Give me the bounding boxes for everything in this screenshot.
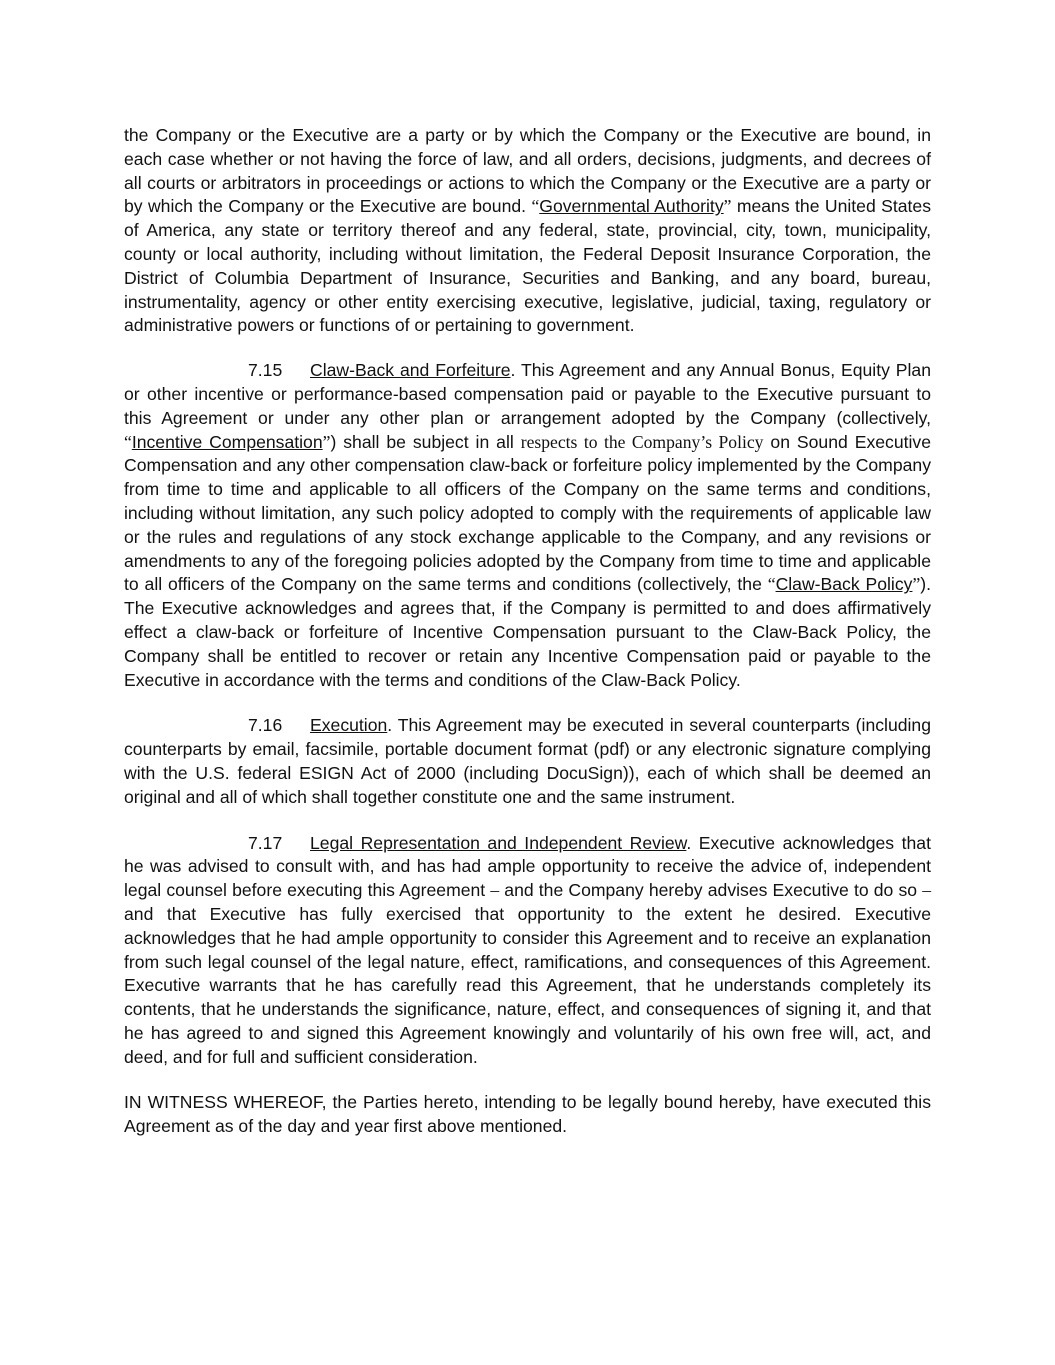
section-text-2: and the Company hereby advises Executive to do so bbox=[499, 880, 923, 901]
intro-text-2: means the United States of America, any state or territory thereof and any federal, state, provincial, city, town, municipality, county or local authority, including without limitation, the Federal Deposit Insurance Corporation, the District of Columbia Department of Insurance, Securities and Banking, and any board, bureau, instrumentality, agency or other entity exercising executive, legislative, judicial, taxing, regulatory or administrative powers or functions of or pertaining to government. bbox=[124, 196, 931, 336]
quote-close: ” bbox=[322, 431, 331, 452]
section-7-16 bbox=[124, 714, 931, 809]
section-text-1: . This Agreement and any Annual Bonus, Equity Plan or other incentive or performance-based compensation paid or payable to the Executive pursuant to this Agreement or under any other plan or arrangement adopted by the Company (collectively, bbox=[124, 360, 931, 428]
section-7-15 bbox=[124, 359, 931, 692]
section-number: 7.16 bbox=[248, 715, 283, 736]
section-text-3: on Sound Executive Compensation and any other compensation claw-back or forfeiture policy implemented by the Company from time to time and applicable to all officers of the Company on the same terms and conditions, including without limitation, any such policy adopted to comply with the requirements of applicable law or the rules and regulations of any stock exchange applicable to the Company, and any revisions or amendments to any of the foregoing policies adopted by the Company from time to time and applicable to all officers of the Company on the same terms and conditions (collectively, the bbox=[124, 431, 931, 595]
section-text-4: ). The Executive acknowledges and agrees that, if the Company is permitted to and does affirmatively effect a claw-back or forfeiture of Incentive Compensation pursuant to the Claw-Back Policy, the Company shall be entitled to recover or retain any Incentive Compensation paid or payable to the Executive in accordance with the terms and conditions of the Claw-Back Policy. bbox=[124, 574, 931, 690]
defined-term-claw-back-policy: Claw-Back Policy bbox=[775, 574, 913, 595]
section-7-17 bbox=[124, 832, 931, 1070]
section-text-2: ) shall be subject in all bbox=[330, 431, 521, 452]
quote-close: ” bbox=[723, 196, 732, 217]
document-page bbox=[124, 124, 931, 1161]
section-number: 7.17 bbox=[248, 832, 283, 853]
section-number: 7.15 bbox=[248, 360, 283, 381]
quote-close: ” bbox=[912, 574, 921, 595]
definitions-paragraph bbox=[124, 124, 931, 338]
dash: – bbox=[490, 880, 500, 901]
dash: – bbox=[922, 880, 932, 901]
section-heading: Claw-Back and Forfeiture bbox=[310, 360, 511, 381]
section-heading: Execution bbox=[310, 715, 388, 736]
section-text-1: . This Agreement may be executed in several counterparts (including counterparts by email, facsimile, portable document format (pdf) or any electronic signature complying with the U.S. federal ESIGN Act of 2000 (including DocuSign)), each of which shall be deemed an original and all of which shall together constitute one and the same instrument. bbox=[124, 715, 931, 807]
intro-text-1: the Company or the Executive are a party or by which the Company or the Executive are bound, in each case whether or not having the force of law, and all orders, decisions, judgments, and decrees of all courts or arbitrators in proceedings or actions to which the Company or the Executive are a party or by which the Company or the Executive are bound. bbox=[124, 125, 931, 217]
defined-term-incentive-compensation: Incentive Compensation bbox=[131, 431, 323, 452]
section-text-3: and that Executive has fully exercised that opportunity to the extent he desired. Executive acknowledges that he had ample opportunity to consider this Agreement and to receive an explanation from such legal counsel of the legal nature, effect, ramifications, and consequences of this Agreement. Executive warrants that he has carefully read this Agreement, that he understands completely its contents, that he understands the significance, nature, effect, and consequences of signing it, and that he has agreed to and signed this Agreement knowingly and voluntarily of his own free will, act, and deed, and for full and sufficient consideration. bbox=[124, 903, 931, 1067]
section-heading: Legal Representation and Independent Review bbox=[310, 832, 687, 853]
witness-paragraph: IN WITNESS WHEREOF, the Parties hereto, intending to be legally bound hereby, have executed this Agreement as of the day and year first above mentioned. bbox=[124, 1092, 931, 1137]
section-text-1: . Executive acknowledges that he was advised to consult with, and has had ample opportunity to receive the advice of, independent legal counsel before executing this Agreement bbox=[124, 832, 931, 901]
quote-open: “ bbox=[531, 196, 540, 217]
quote-open: “ bbox=[767, 574, 776, 595]
quote-open: “ bbox=[124, 431, 132, 452]
defined-term-governmental-authority: Governmental Authority bbox=[539, 196, 724, 217]
serif-text-run: respects to the Company’s Policy bbox=[520, 431, 764, 452]
